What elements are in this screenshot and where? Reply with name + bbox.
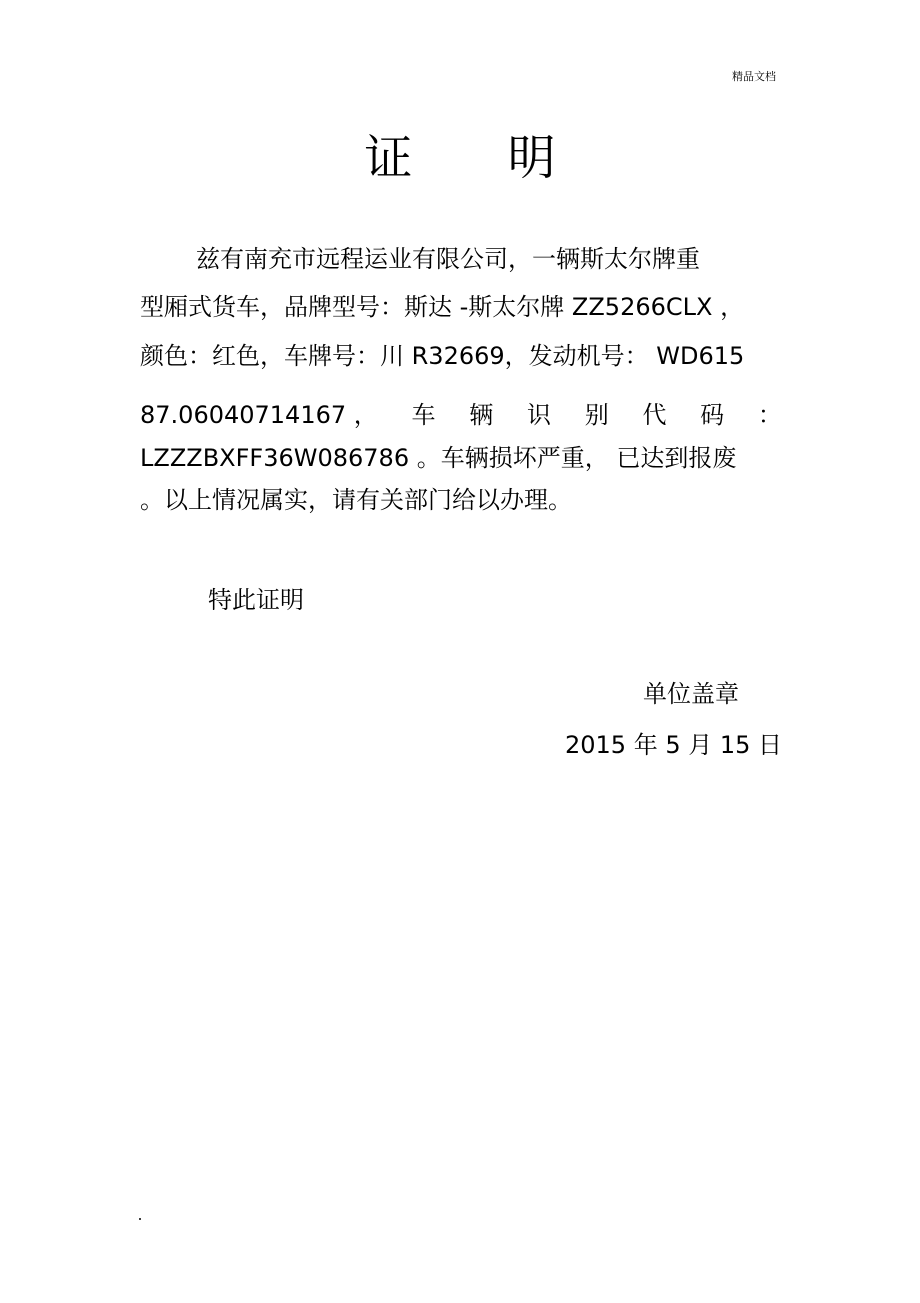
justified-segment: 识 <box>526 401 551 429</box>
body-line-1: 兹有南充市远程运业有限公司，一辆斯太尔牌重 <box>196 245 700 273</box>
body-line-2: 型厢式货车，品牌型号：斯达 -斯太尔牌 ZZ5266CLX ， <box>140 293 745 321</box>
justified-segment: 代 <box>642 401 667 429</box>
justified-segment: 别 <box>584 401 609 429</box>
closing-statement: 特此证明 <box>208 586 304 614</box>
body-line-3: 颜色：红色，车牌号：川 R32669，发动机号： WD615 <box>140 342 745 370</box>
document-title: 证 明 <box>364 130 596 186</box>
justified-segment: ： <box>757 401 782 429</box>
justified-segment: 辆 <box>469 401 494 429</box>
footer-dot <box>139 1218 141 1220</box>
body-line-5: LZZZBXFF36W086786 。车辆损坏严重， 已达到报废 <box>140 444 737 472</box>
stamp-label: 单位盖章 <box>643 680 739 708</box>
body-line-6: 。以上情况属实，请有关部门给以办理。 <box>140 486 572 514</box>
header-note: 精品文档 <box>732 70 776 83</box>
justified-segment: 码 <box>700 401 725 429</box>
body-line-4 <box>140 399 782 431</box>
justified-segment: 87.06040714167 ， <box>140 401 378 429</box>
justified-segment: 车 <box>411 401 436 429</box>
document-date: 2015 年 5 月 15 日 <box>565 731 783 759</box>
